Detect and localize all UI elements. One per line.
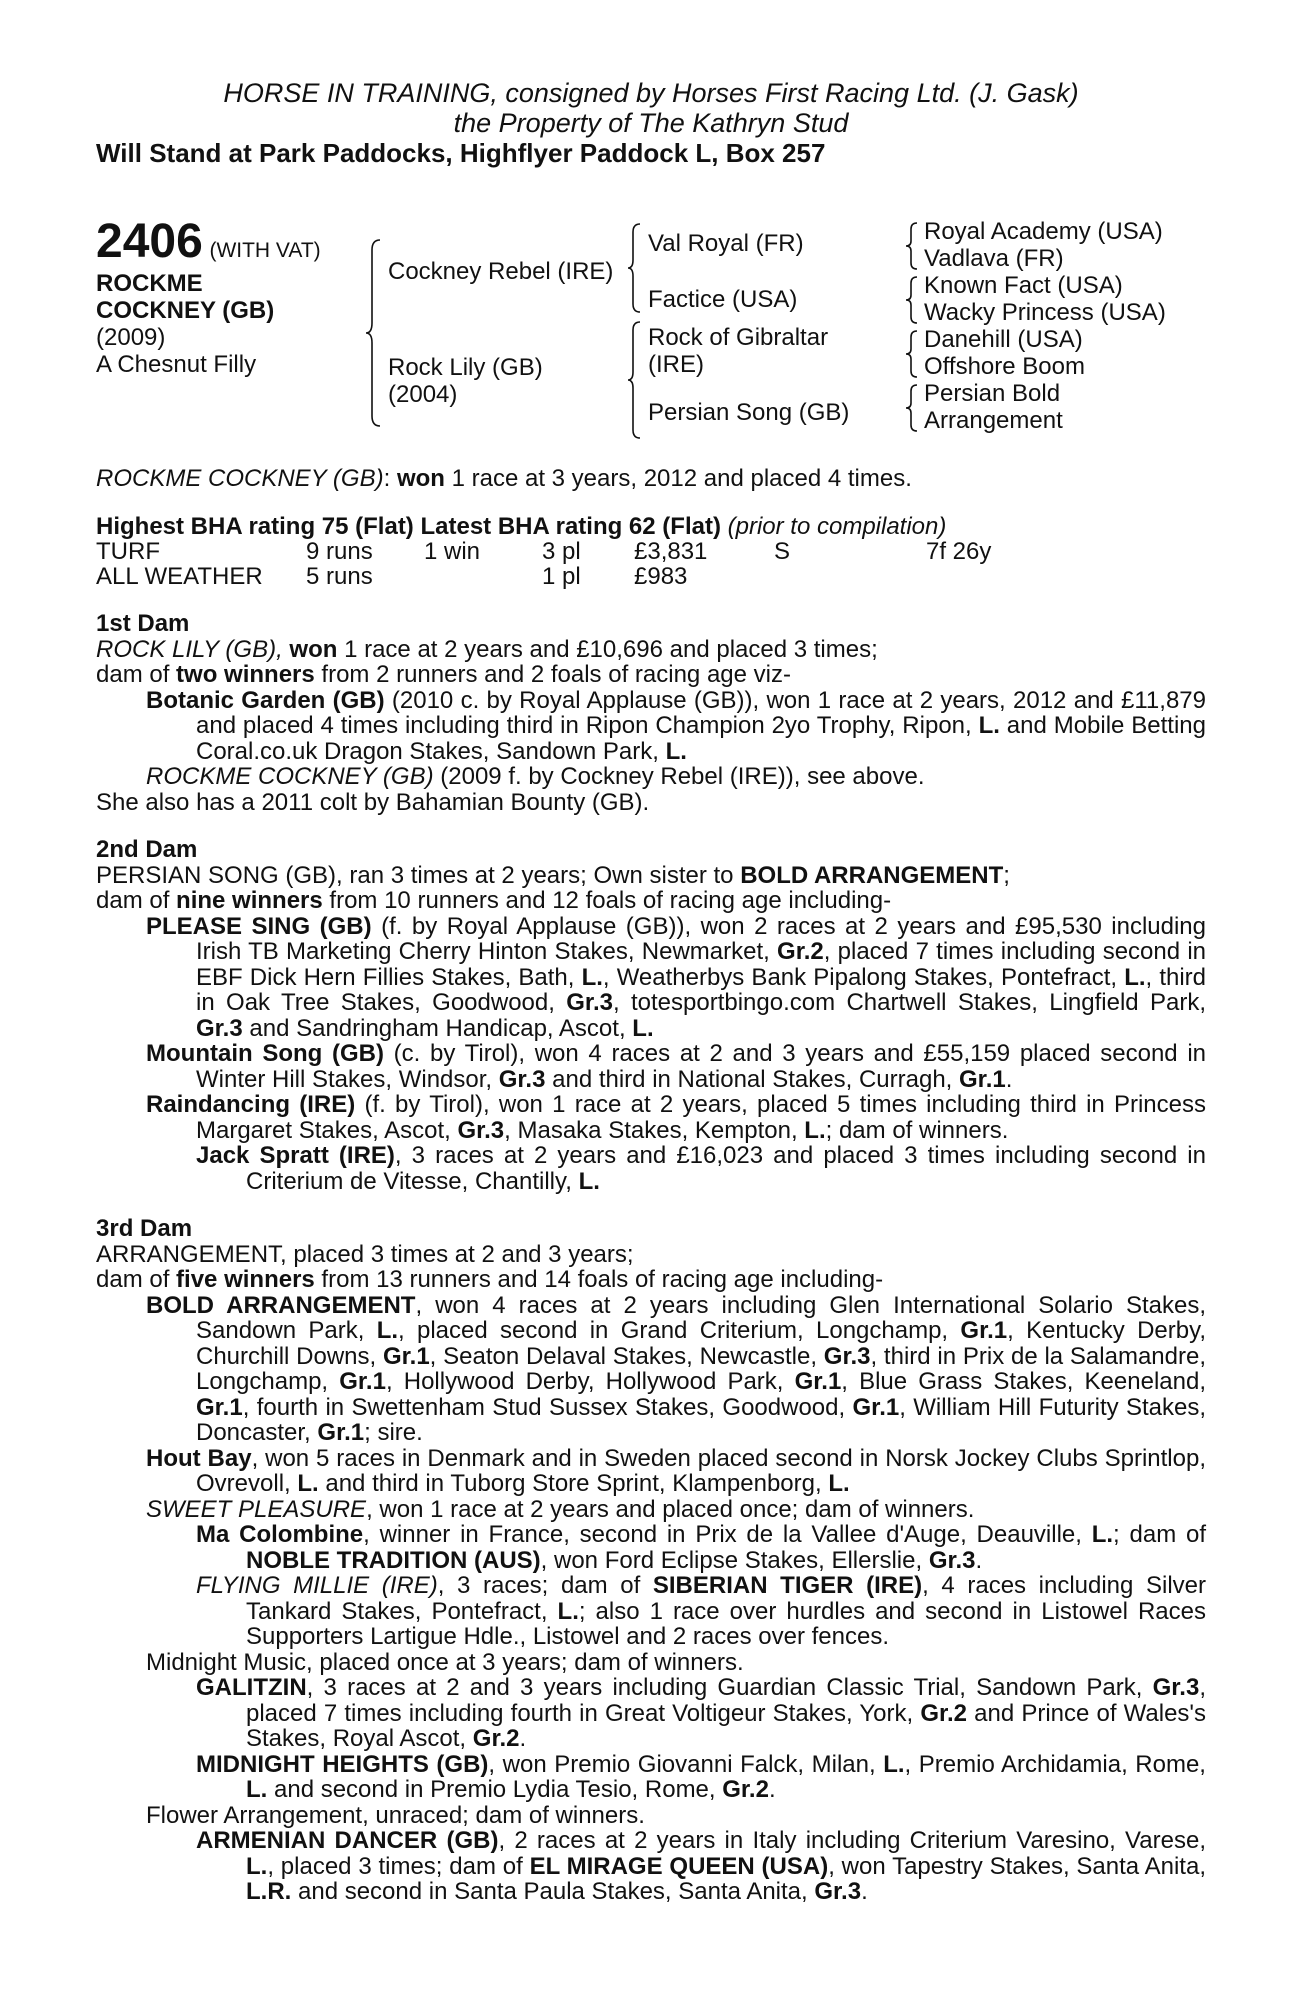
brace-g4	[904, 383, 920, 433]
horse-name-line2: COCKNEY (GB)	[96, 297, 275, 324]
property-line: the Property of The Kathryn Stud	[453, 108, 849, 138]
bha-ratings: Highest BHA rating 75 (Flat) Latest BHA rating 62 (Flat)	[96, 512, 721, 540]
produce-entry: Mountain Song (GB) (c. by Tirol), won 4 races at 2 and 3 years and £55,159 placed second in Winter Hill Stakes, Windsor, Gr.3 and third in National Stakes, Curragh, Gr.1.	[146, 1040, 1206, 1093]
ancestor-3: Known Fact (USA)	[924, 272, 1123, 299]
sire-dam-brace	[364, 238, 384, 428]
dam-dam: Persian Song (GB)	[648, 399, 850, 426]
horse-description: A Chesnut Filly	[96, 351, 257, 378]
produce-entry: SWEET PLEASURE, won 1 race at 2 years and placed once; dam of winners.	[146, 1495, 975, 1523]
ancestor-8: Arrangement	[924, 407, 1063, 434]
dam-sire-line2: (IRE)	[648, 351, 704, 378]
first-dam-heading: 1st Dam	[96, 610, 190, 637]
lot-number-row	[96, 215, 321, 268]
produce-entry: Hout Bay, won 5 races in Denmark and in Sweden placed second in Norsk Jockey Clubs Sprintlop, Ovrevoll, L. and third in Tuborg Store Sprint, Klampenborg, L.	[146, 1444, 1206, 1497]
produce-entry: Midnight Music, placed once at 3 years; dam of winners.	[146, 1648, 744, 1676]
produce-entry: BOLD ARRANGEMENT, won 4 races at 2 years including Glen International Solario Stakes, Sandown Park, L., placed second in Grand Criterium, Longchamp, Gr.1, Kentucky Derby, Churchill Downs, Gr.1, Seaton Delaval Stakes, Newcastle, Gr.3, third in Prix de la Salamandre, Longchamp, Gr.1, Hollywood Derby, Hollywood Park, Gr.1, Blue Grass Stakes, Keeneland, Gr.1, fourth in Swettenham Stud Sussex Stakes, Goodwood, Gr.1, William Hill Futurity Stakes, Doncaster, Gr.1; sire.	[146, 1291, 1207, 1446]
vat-label: (WITH VAT)	[209, 239, 321, 262]
sire: Cockney Rebel (IRE)	[388, 258, 614, 285]
produce-entry: Raindancing (IRE) (f. by Tirol), won 1 race at 2 years, placed 5 times including third in Princess Margaret Stakes, Ascot, Gr.3, Masaka Stakes, Kempton, L.; dam of winners.	[146, 1091, 1207, 1144]
summary-won: won	[396, 465, 445, 492]
produce-entry: PLEASE SING (GB) (f. by Royal Applause (GB)), won 2 races at 2 years and £95,530 including Irish TB Marketing Cherry Hinton Stakes, Newmarket, Gr.2, placed 7 times including second in EBF Dick Hern Fillies Stakes, Bath, L., Weatherbys Bank Pipalong Stakes, Pontefract, L., third in Oak Tree Stakes, Goodwood, Gr.3, totesportbingo.com Chartwell Stakes, Lingfield Park, Gr.3 and Sandringham Handicap, Ascot, L.	[146, 912, 1207, 1042]
produce-entry: MIDNIGHT HEIGHTS (GB), won Premio Giovanni Falck, Milan, L., Premio Archidamia, Rome, L. and second in Premio Lydia Tesio, Rome, Gr.2.	[196, 1750, 1206, 1803]
second-dam-section: 2nd Dam PERSIAN SONG (GB), ran 3 times at 2 years; Own sister to BOLD ARRANGEMENT; dam of nine winners from 10 runners and 12 foals of racing age including- PLEASE SING (GB) (f. by Royal Applause (GB)), won 2 races at 2 years and £95,530 including Irish TB Marketing Cherry Hinton Stakes, Newmarket, Gr.2, placed 7 times including second in EBF Dick Hern Fillies Stakes, Bath, L., Weatherbys Bank Pipalong Stakes, Pontefract, L., third in Oak Tree Stakes, Goodwood, Gr.3, totesportbingo.com Chartwell Stakes, Lingfield Park, Gr.3 and Sandringham Handicap, Ascot, L. Mountain Song (GB) (c. by Tirol), won 4 races at 2 and 3 years and £55,159 placed second in Winter Hill Stakes, Windsor, Gr.3 and third in National Stakes, Curragh, Gr.1. Raindancing (IRE) (f. by Tirol), won 1 race at 2 years, placed 5 times including third in Princess Margaret Stakes, Ascot, Gr.3, Masaka Stakes, Kempton, L.; dam of winners. Jack Spratt (IRE), 3 races at 2 years and £16,023 and placed 3 times including second in Criterium de Vitesse, Chantilly, L.	[96, 836, 1207, 1195]
brace-g2	[904, 275, 920, 325]
first-dam-section: 1st Dam ROCK LILY (GB), won 1 race at 2 years and £10,696 and placed 3 times; dam of two winners from 2 runners and 2 foals of racing age viz- Botanic Garden (GB) (2010 c. by Royal Applause (GB)), won 1 race at 2 years, 2012 and £11,879 and placed 4 times including third in Ripon Champion 2yo Trophy, Ripon, L. and Mobile Betting Coral.co.uk Dragon Stakes, Sandown Park, L. ROCKME COCKNEY (GB) (2009 f. by Cockney Rebel (IRE)), see above. She also has a 2011 colt by Bahamian Bounty (GB).	[96, 610, 1206, 816]
ancestor-2: Vadlava (FR)	[924, 245, 1064, 272]
brace-g1	[904, 221, 920, 271]
produce-entry: ROCKME COCKNEY (GB) (2009 f. by Cockney Rebel (IRE)), see above.	[146, 763, 925, 790]
ratings-note: (prior to compilation)	[727, 512, 947, 540]
pedigree-block	[96, 215, 1206, 448]
dam-line1: Rock Lily (GB)	[388, 354, 543, 381]
produce-entry: GALITZIN, 3 races at 2 and 3 years including Guardian Classic Trial, Sandown Park, Gr.3, placed 7 times including fourth in Great Voltigeur Stakes, York, Gr.2 and Prince of Wales's Stakes, Royal Ascot, Gr.2.	[196, 1674, 1206, 1752]
produce-entry: Botanic Garden (GB) (2010 c. by Royal Applause (GB)), won 1 race at 2 years, 2012 and £11,879 and placed 4 times including third in Ripon Champion 2yo Trophy, Ripon, L. and Mobile Betting Coral.co.uk Dragon Stakes, Sandown Park, L.	[146, 686, 1206, 765]
ratings-block	[96, 514, 1206, 590]
sire-sire: Val Royal (FR)	[648, 230, 804, 257]
sire-dam: Factice (USA)	[648, 286, 798, 313]
summary-name: ROCKME COCKNEY (GB)	[96, 465, 384, 492]
third-dam-heading: 3rd Dam	[96, 1215, 193, 1242]
horse-name-line1: ROCKME	[96, 270, 203, 297]
brace-g3	[904, 329, 920, 379]
produce-entry: Flower Arrangement, unraced; dam of winners.	[146, 1801, 645, 1829]
turf-row: TURF 9 runs 1 win 3 pl £3,831 S 7f 26y	[96, 538, 992, 565]
produce-entry: FLYING MILLIE (IRE), 3 races; dam of SIBERIAN TIGER (IRE), 4 races including Silver Tankard Stakes, Pontefract, L.; also 1 race over hurdles and second in Listowel Races Supporters Lartigue Hdle., Listowel and 2 races over fences.	[196, 1572, 1207, 1650]
dam-brace	[626, 320, 644, 440]
dam-sire-line1: Rock of Gibraltar	[648, 324, 829, 351]
produce-entry: ARMENIAN DANCER (GB), 2 races at 2 years in Italy including Criterium Varesino, Varese, L., placed 3 times; dam of EL MIRAGE QUEEN (USA), won Tapestry Stakes, Santa Anita, L.R. and second in Santa Paula Stakes, Santa Anita, Gr.3.	[196, 1827, 1206, 1905]
all-weather-row: ALL WEATHER 5 runs 1 pl £983	[96, 563, 688, 590]
consignor-line: HORSE IN TRAINING, consigned by Horses First Racing Ltd. (J. Gask)	[223, 78, 1079, 108]
third-dam-section: 3rd Dam ARRANGEMENT, placed 3 times at 2 and 3 years; dam of five winners from 13 runners and 14 foals of racing age including- BOLD ARRANGEMENT, won 4 races at 2 years including Glen International Solario Stakes, Sandown Park, L., placed second in Grand Criterium, Longchamp, Gr.1, Kentucky Derby, Churchill Downs, Gr.1, Seaton Delaval Stakes, Newcastle, Gr.3, third in Prix de la Salamandre, Longchamp, Gr.1, Hollywood Derby, Hollywood Park, Gr.1, Blue Grass Stakes, Keeneland, Gr.1, fourth in Swettenham Stud Sussex Stakes, Goodwood, Gr.1, William Hill Futurity Stakes, Doncaster, Gr.1; sire. Hout Bay, won 5 races in Denmark and in Sweden placed second in Norsk Jockey Clubs Sprintlop, Ovrevoll, L. and third in Tuborg Store Sprint, Klampenborg, L. SWEET PLEASURE, won 1 race at 2 years and placed once; dam of winners. Ma Colombine, winner in France, second in Prix de la Vallee d'Auge, Deauville, L.; dam of NOBLE TRADITION (AUS), won Ford Eclipse Stakes, Ellerslie, Gr.3. FLYING MILLIE (IRE), 3 races; dam of SIBERIAN TIGER (IRE), 4 races including Silver Tankard Stakes, Pontefract, L.; also 1 race over hurdles and second in Listowel Races Supporters Lartigue Hdle., Listowel and 2 races over fences. Midnight Music, placed once at 3 years; dam of winners. GALITZIN, 3 races at 2 and 3 years including Guardian Classic Trial, Sandown Park, Gr.3, placed 7 times including fourth in Great Voltigeur Stakes, York, Gr.2 and Prince of Wales's Stakes, Royal Ascot, Gr.2. MIDNIGHT HEIGHTS (GB), won Premio Giovanni Falck, Milan, L., Premio Archidamia, Rome, L. and second in Premio Lydia Tesio, Rome, Gr.2. Flower Arrangement, unraced; dam of winners. ARMENIAN DANCER (GB), 2 races at 2 years in Italy including Criterium Varesino, Varese, L., placed 3 times; dam of EL MIRAGE QUEEN (USA), won Tapestry Stakes, Santa Anita, L.R. and second in Santa Paula Stakes, Santa Anita, Gr.3.	[96, 1215, 1207, 1905]
stand-line: Will Stand at Park Paddocks, Highflyer Paddock L, Box 257	[96, 138, 826, 168]
ancestor-6: Offshore Boom	[924, 353, 1085, 380]
ancestor-4: Wacky Princess (USA)	[924, 299, 1166, 326]
dam-line2: (2004)	[388, 381, 458, 408]
produce-entry: Ma Colombine, winner in France, second in Prix de la Vallee d'Auge, Deauville, L.; dam of NOBLE TRADITION (AUS), won Ford Eclipse Stakes, Ellerslie, Gr.3.	[196, 1521, 1206, 1574]
ancestor-7: Persian Bold	[924, 380, 1061, 407]
foaling-year: (2009)	[96, 324, 166, 351]
second-dam-heading: 2nd Dam	[96, 836, 198, 863]
produce-entry: Jack Spratt (IRE), 3 races at 2 years and £16,023 and placed 3 times including second in Criterium de Vitesse, Chantilly, L.	[196, 1142, 1206, 1195]
catalogue-page	[96, 78, 1206, 1905]
race-summary: ROCKME COCKNEY (GB): won 1 race at 3 years, 2012 and placed 4 times.	[96, 465, 912, 492]
sire-brace	[626, 222, 644, 314]
ancestor-5: Danehill (USA)	[924, 326, 1083, 353]
ancestor-1: Royal Academy (USA)	[924, 218, 1163, 245]
lot-number: 2406	[96, 215, 203, 268]
